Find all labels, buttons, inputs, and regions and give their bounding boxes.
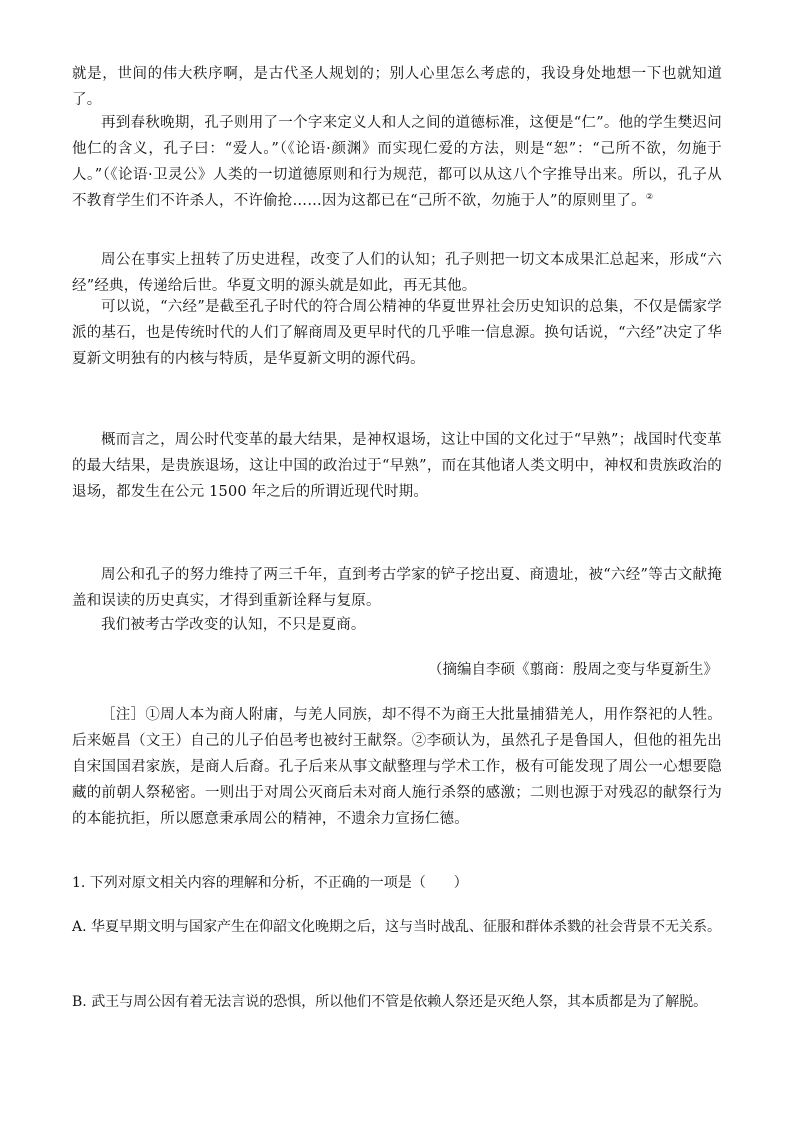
source-citation: （摘编自李硕《翦商：殷周之变与华夏新生》 xyxy=(428,662,718,678)
paragraph-2-text: 再到春秋晚期，孔子则用了一个字来定义人和人之间的道德标准，这便是“仁”。他的学生樊迟问他仁的含义，孔子曰：“爱人。”（《论语·颜渊》而实现仁爱的方法，则是“恕”：“己所不欲，勿施于人。”（《论语·卫灵公》人类的一切道德原则和行为规范，都可以从这八个字推导出来。所以，孔子从不教育学生们不许杀人，不许偷抢……因为这都已在“己所不欲，勿施于人”的原则里了。 xyxy=(72,115,722,209)
footnote-marker: ② xyxy=(645,192,654,201)
paragraph-1: 就是，世间的伟大秩序啊，是古代圣人规划的；别人心里怎么考虑的，我设身处地想一下也就知道了。 xyxy=(72,66,722,108)
paragraph-6: 周公和孔子的努力维持了两三千年，直到考古学家的铲子挖出夏、商遗址，被“六经”等古文献掩盖和误读的历史真实，才得到重新诠释与复原。 xyxy=(72,567,722,609)
paragraph-3: 周公在事实上扭转了历史进程，改变了人们的认知；孔子则把一切文本成果汇总起来，形成“六经”经典，传递给后世。华夏文明的源头就是如此，再无其他。 xyxy=(72,252,722,294)
question-stem: 1. 下列对原文相关内容的理解和分析，不正确的一项是（ ） xyxy=(72,875,468,891)
paragraph-7: 我们被考古学改变的认知，不只是夏商。 xyxy=(101,617,366,633)
paragraph-2 xyxy=(72,110,722,214)
paragraph-5: 概而言之，周公时代变革的最大结果，是神权退场，这让中国的文化过于“早熟”；战国时代变革的最大结果，是贵族退场，这让中国的政治过于“早熟”，而在其他诸人类文明中，神权和贵族政治的退场，都发生在公元 1500 年之后的所谓近现代时期。 xyxy=(72,432,722,500)
annotation-note: ［注］①周人本为商人附庸，与羌人同族，却不得不为商王大批量捕猎羌人，用作祭祀的人牲。后来姬昌（文王）自己的儿子伯邑考也被纣王献祭。②李硕认为，虽然孔子是鲁国人，但他的祖先出自宋国国君家族，是商人后裔。孔子后来从事文献整理与学术工作，极有可能发现了周公一心想要隐藏的前朝人祭秘密。一则出于对周公灭商后未对商人施行杀祭的感激；二则也源于对残忍的献祭行为的本能抗拒，所以愿意秉承周公的精神，不遗余力宣扬仁德。 xyxy=(72,707,722,827)
option-a: A. 华夏早期文明与国家产生在仰韶文化晚期之后，这与当时战乱、征服和群体杀戮的社会背景不无关系。 xyxy=(72,919,722,935)
paragraph-4: 可以说，“六经”是截至孔子时代的符合周公精神的华夏世界社会历史知识的总集，不仅是儒家学派的基石，也是传统时代的人们了解商周及更早时代的几乎唯一信息源。换句话说，“六经”决定了华夏新文明独有的内核与特质，是华夏新文明的源代码。 xyxy=(72,299,722,367)
option-b: B. 武王与周公因有着无法言说的恐惧，所以他们不管是依赖人祭还是灭绝人祭，其本质都是为了解脱。 xyxy=(72,994,708,1010)
